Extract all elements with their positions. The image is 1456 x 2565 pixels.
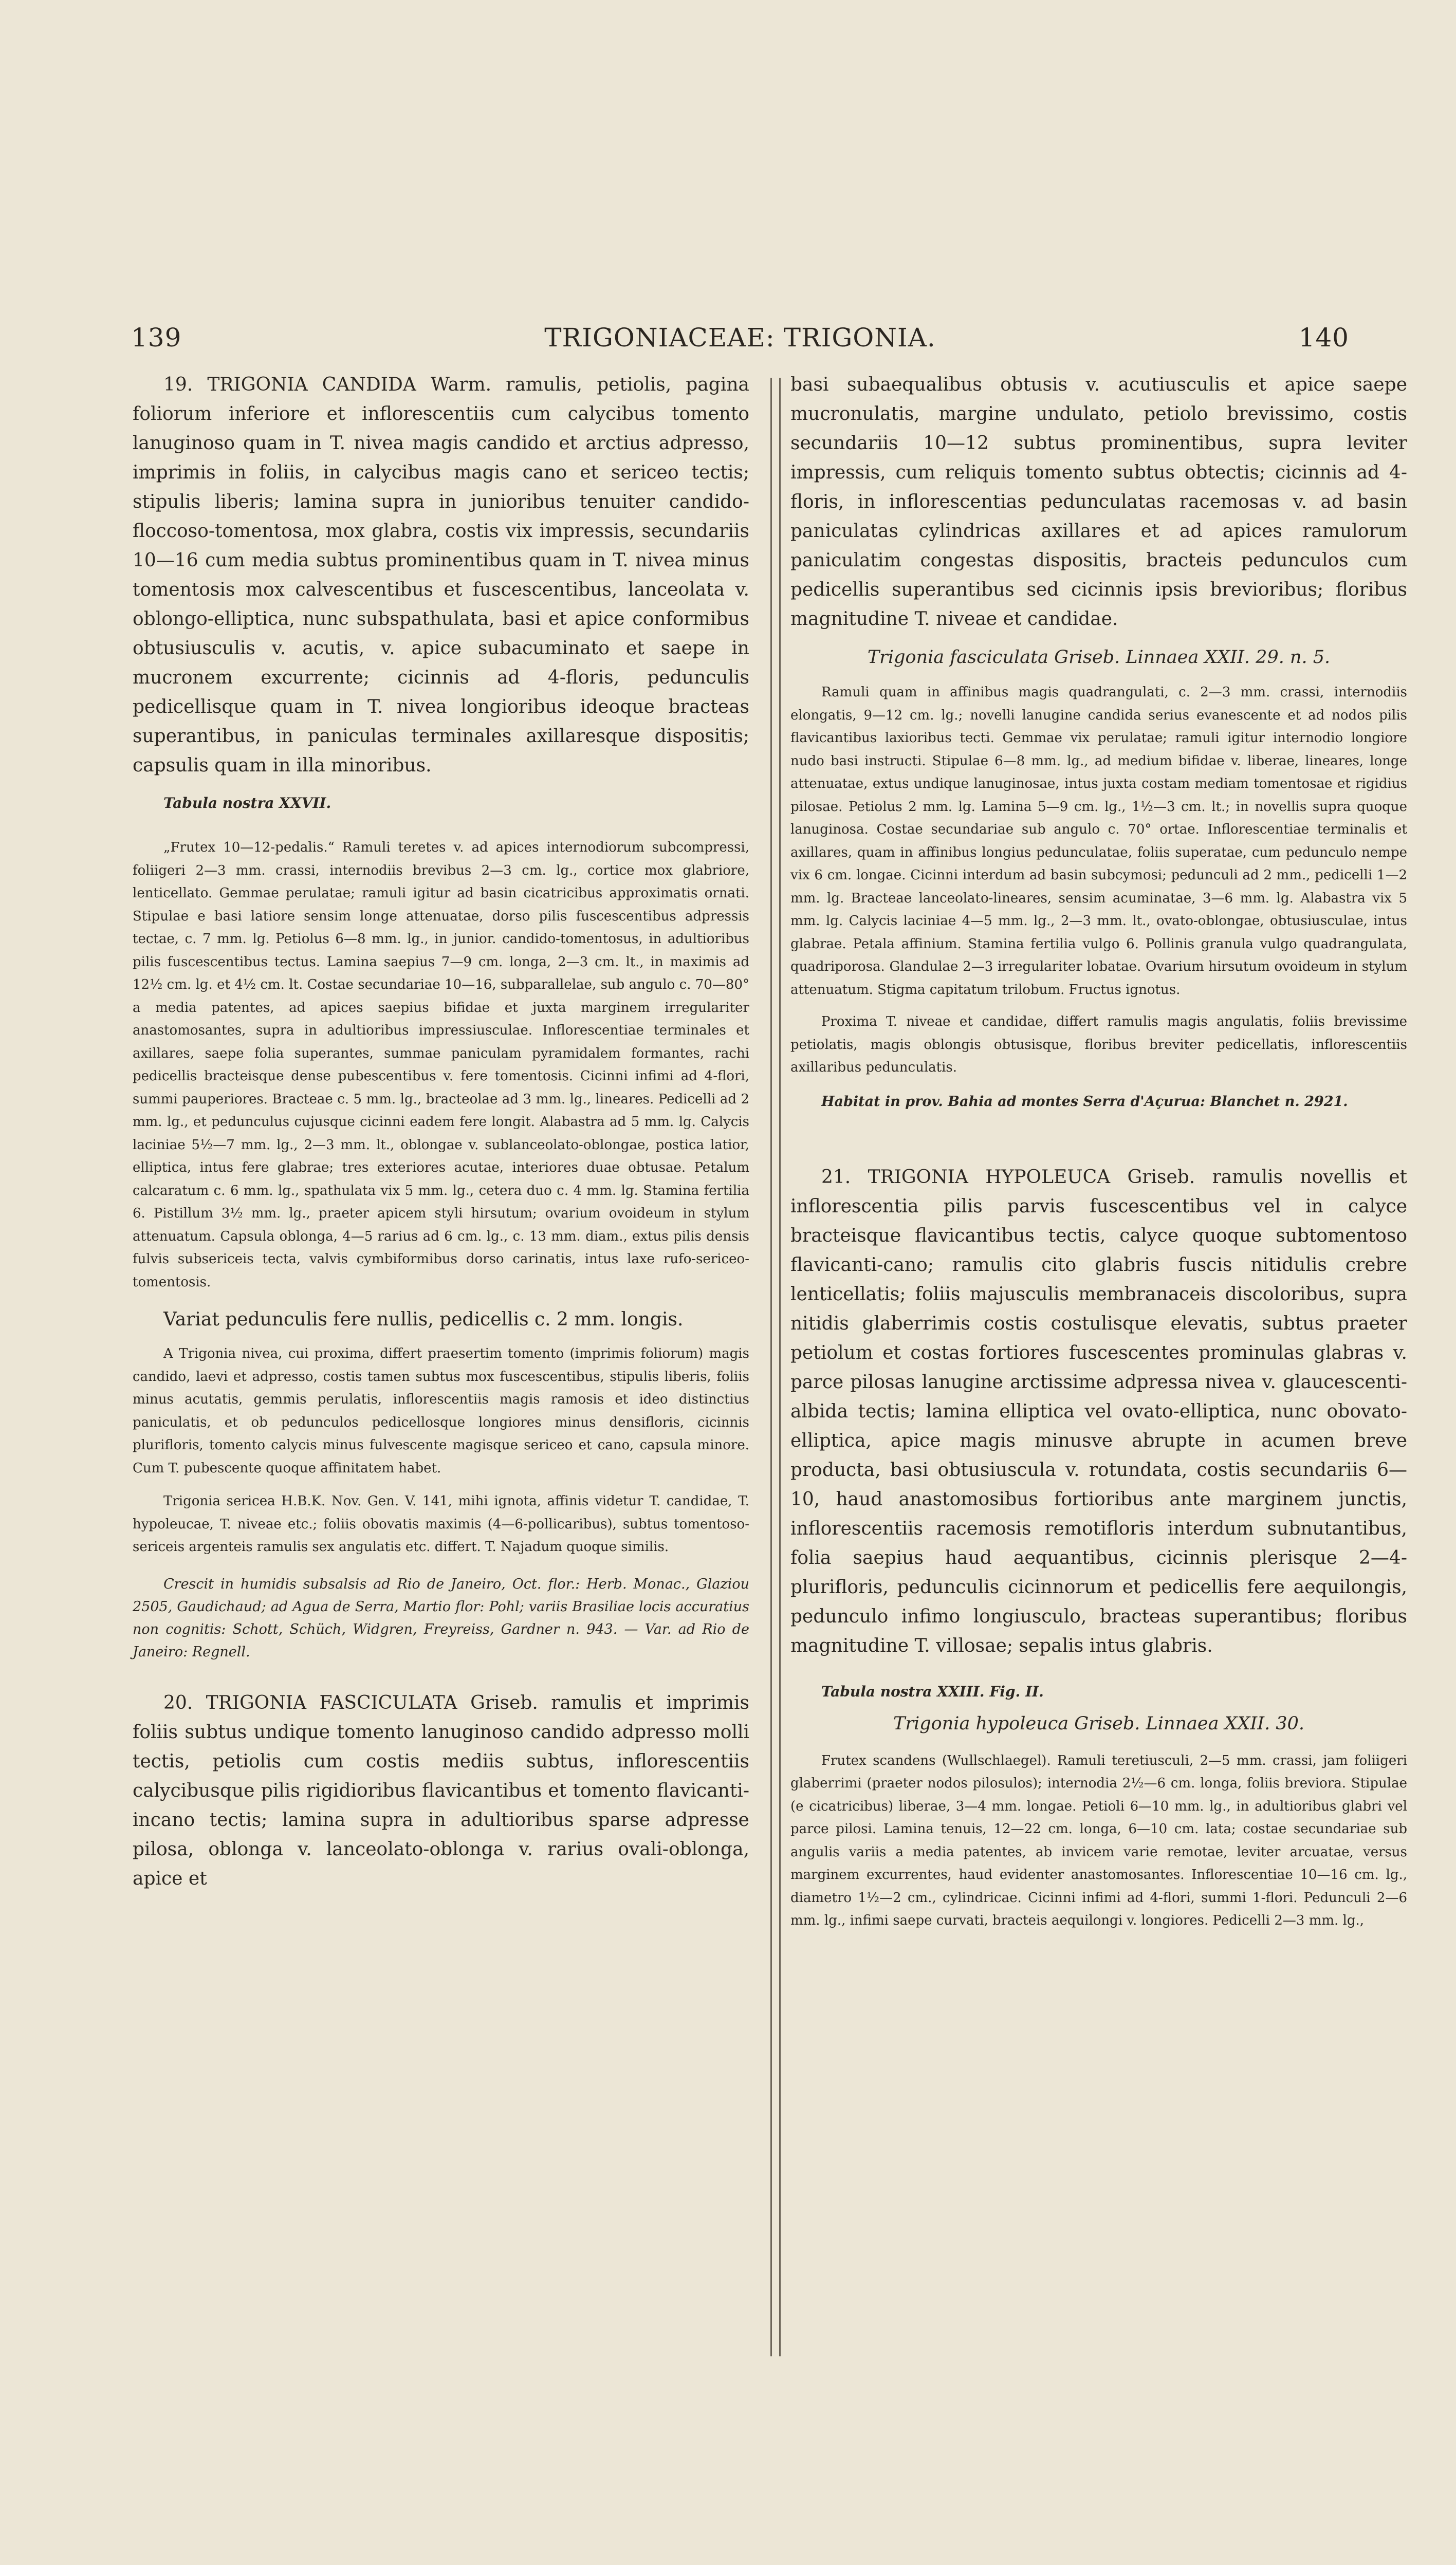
running-title: TRIGONIACEAE: TRIGONIA. <box>544 323 936 353</box>
synonym-hypoleuca: Trigonia hypoleuca Griseb. Linnaea XXII. 30. <box>893 1713 1304 1734</box>
page-header <box>131 323 1349 364</box>
column-divider <box>770 378 781 2356</box>
page-number-left: 139 <box>131 323 182 353</box>
synonym-fasciculata: Trigonia fasciculata Griseb. Linnaea XXII. 29. n. 5. <box>867 647 1331 668</box>
affinity-note: A Trigonia nivea, cui proxima, differt praesertim tomento (imprimis foliorum) magis candido, laevi et adpresso, costis tamen subtus mox fuscescentibus, stipulis liberis, foliis minus acutatis, gemmis perulatis, inflorescentiis magis ramosis et ideo distinctius paniculatis, et ob pedunculos pedicellosque longiores minus densifloris, cicinnis plurifloris, tomento calycis minus fulvescente magisque sericeo et cano, capsula minore. Cum T. pubescente quoque affinitatem habet. <box>133 1346 749 1476</box>
plate-reference: Tabula nostra XXVII. <box>163 795 331 811</box>
right-column <box>790 370 1407 1932</box>
species-20-diagnosis-cont: basi subaequalibus obtusis v. acutiusculis et apice saepe mucronulatis, margine undulato, petiolo brevissimo, costis secundariis 10—12 subtus prominentibus, supra leviter impressis, cum reliquis tomento subtus obtectis; cicinnis ad 4-floris, in inflorescentias pedunculatas racemosas v. ad basin paniculatas cylindricas axillares et ad apices ramulorum paniculatim congestas dispositis, bracteis pedunculos cum pedicellis superantibus sed cicinnis ipsis brevioribus; floribus magnitudine T. niveae et candidae. <box>790 374 1407 630</box>
sericea-note: Trigonia sericea H.B.K. Nov. Gen. V. 141, mihi ignota, affinis videtur T. candidae, T. hypoleucae, T. niveae etc.; foliis obovatis maximis (4—6-pollicaribus), subtus tomentoso-sericeis argenteis ramulis sex angulatis etc. differt. T. Najadum quoque similis. <box>133 1493 749 1555</box>
species-21-diagnosis: 21. TRIGONIA HYPOLEUCA Griseb. ramulis novellis et inflorescentia pilis parvis fuscescentibus vel in calyce bracteisque flavicantibus tectis, calyce quoque subtomentoso flavicanti-cano; ramulis cito glabris fuscis nitidulis crebre lenticellatis; foliis majusculis membranaceis discoloribus, supra nitidis glaberrimis costis costulisque elevatis, subtus praeter petiolum et costas fortiores fuscescentes prominulas glabras v. parce pilosas lanugine arctissime adpressa nivea v. glaucescenti-albida tectis; lamina elliptica vel ovato-elliptica, nunc obovato-elliptica, apice magis minusve abrupte in acumen breve producta, basi obtusiuscula v. rotundata, costis secundariis 6—10, haud anastomosibus fortioribus ante marginem junctis, inflorescentiis racemosis remotifloris interdum subnutantibus, folia saepius haud aequantibus, cicinnis plerisque 2—4-plurifloris, pedunculis cicinnorum et pedicellis fere aequilongis, pedunculo infimo longiusculo, bracteas superantibus; floribus magnitudine T. villosae; sepalis intus glabris. <box>790 1166 1407 1656</box>
variety-note: Variat pedunculis fere nullis, pedicellis c. 2 mm. longis. <box>163 1309 684 1330</box>
page-number-right: 140 <box>1298 323 1349 353</box>
habitat-note: Crescit in humidis subsalsis ad Rio de Janeiro, Oct. flor.: Herb. Monac., Glaziou 2505, Gaudichaud; ad Agua de Serra, Martio flor: Pohl; variis Brasiliae locis accuratius non cognitis: Schott, Schüch, Widgren, Freyreiss, Gardner n. 943. — Var. ad Rio de Janeiro: Regnell. <box>133 1576 749 1660</box>
species-19-description: „Frutex 10—12-pedalis.“ Ramuli teretes v. ad apices internodiorum subcompressi, foliigeri 2—3 mm. crassi, internodiis brevibus 2—3 cm. lg., cortice mox glabriore, lenticellato. Gemmae perulatae; ramuli igitur ad basin cicatricibus approximatis ornati. Stipulae e basi latiore sensim longe attenuatae, dorso pilis fuscescentibus adpressis tectae, c. 7 mm. lg. Petiolus 6—8 mm. lg., in junior. candido-tomentosus, in adultioribus pilis fuscescentibus tectus. Lamina saepius 7—9 cm. longa, 2—3 cm. lt., in maximis ad 12½ cm. lg. et 4½ cm. lt. Costae secundariae 10—16, subparallelae, sub angulo c. 70—80° a media patentes, ad apices saepius bifidae et juxta marginem irregulariter anastomosantes, supra in adultioribus impressiusculae. Inflorescentiae terminales et axillares, saepe folia superantes, summae paniculam pyramidalem formantes, rachi pedicellis bracteisque dense pubescentibus v. fere tomentosis. Cicinni infimi ad 4-flori, summi pauperiores. Bracteae c. 5 mm. lg., bracteolae ad 3 mm. lg., lineares. Pedicelli ad 2 mm. lg., et pedunculus cujusque cicinni eadem fere longit. Alabastra ad 5 mm. lg. Calycis laciniae 5½—7 mm. lg., 2—3 mm. lt., oblongae v. sublanceolato-oblongae, postica latior, elliptica, intus fere glabrae; tres exteriores acutae, interiores duae obtusae. Petalum calcaratum c. 6 mm. lg., spathulata vix 5 mm. lg., cetera duo c. 4 mm. lg. Stamina fertilia 6. Pistillum 3½ mm. lg., praeter apicem styli hirsutum; ovarium ovoideum in stylum attenuatum. Capsula oblonga, 4—5 rarius ad 6 cm. lg., c. 13 mm. diam., extus pilis densis fulvis subsericeis tecta, valvis cymbiformibus dorso carinatis, intus laxe rufo-sericeo-tomentosis. <box>133 840 749 1290</box>
species-21-description: Frutex scandens (Wullschlaegel). Ramuli teretiusculi, 2—5 mm. crassi, jam foliigeri glaberrimi (praeter nodos pilosulos); internodia 2½—6 cm. longa, foliis breviora. Stipulae (e cicatricibus) liberae, 3—4 mm. longae. Petioli 6—10 mm. lg., in adultioribus glabri vel parce pilosi. Lamina tenuis, 12—22 cm. longa, 6—10 cm. lata; costae secundariae sub angulis variis a media patentes, ab invicem varie remotae, leviter arcuatae, versus marginem excurrentes, haud evidenter anastomosantes. Inflorescentiae 10—16 cm. lg., diametro 1½—2 cm., cylindricae. Cicinni infimi ad 4-flori, summi 1-flori. Pedunculi 2—6 mm. lg., infimi saepe curvati, bracteis aequilongi v. longiores. Pedicelli 2—3 mm. lg., <box>790 1752 1407 1928</box>
species-20-affinity: Proxima T. niveae et candidae, differt ramulis magis angulatis, foliis brevissime petiolatis, magis oblongis obtusisque, floribus breviter pedicellatis, inflorescentiis axillaribus pedunculatis. <box>790 1014 1407 1075</box>
species-19-diagnosis: 19. TRIGONIA CANDIDA Warm. ramulis, petiolis, pagina foliorum inferiore et inflorescentiis cum calycibus tomento lanuginoso quam in T. nivea magis candido et arctius adpresso, imprimis in foliis, in calycibus magis cano et sericeo tectis; stipulis liberis; lamina supra in junioribus tenuiter candido-floccoso-tomentosa, mox glabra, costis vix impressis, secundariis 10—16 cum media subtus prominentibus quam in T. nivea minus tomentosis mox calvescentibus et fuscescentibus, lanceolata v. oblongo-elliptica, nunc subspathulata, basi et apice conformibus obtusiusculis v. acutis, v. apice subacuminato et saepe in mucronem excurrente; cicinnis ad 4-floris, pedunculis pedicellisque quam in T. nivea longioribus ideoque bracteas superantibus, in paniculas terminales axillaresque dispositis; capsulis quam in illa minoribus. <box>133 374 749 776</box>
species-20-diagnosis: 20. TRIGONIA FASCICULATA Griseb. ramulis et imprimis foliis subtus undique tomento lanuginoso candido adpresso molli tectis, petiolis cum costis mediis subtus, inflorescentiis calycibusque pilis rigidioribus flavicantibus et tomento flavicanti-incano tectis; lamina supra in adultioribus sparse adpresse pilosa, oblonga v. lanceolato-oblonga v. rarius ovali-oblonga, apice et <box>133 1692 749 1889</box>
left-column <box>133 370 749 1893</box>
species-20-description: Ramuli quam in affinibus magis quadrangulati, c. 2—3 mm. crassi, internodiis elongatis, 9—12 cm. lg.; novelli lanugine candida serius evanescente et ad nodos pilis flavicantibus laxioribus tecti. Gemmae vix perulatae; ramuli igitur internodio longiore nudo basi instructi. Stipulae 6—8 mm. lg., ad medium bifidae v. liberae, lineares, longe attenuatae, extus undique lanuginosae, intus juxta costam mediam tomentosae et rigidius pilosae. Petiolus 2 mm. lg. Lamina 5—9 cm. lg., 1½—3 cm. lt.; in novellis supra quoque lanuginosa. Costae secundariae sub angulo c. 70° ortae. Inflorescentiae terminalis et axillares, quam in affinibus longius pedunculatae, foliis superatae, cum pedunculo nempe vix 6 cm. longae. Cicinni interdum ad basin subcymosi; pedunculi ad 2 mm., pedicelli 1—2 mm. lg. Bracteae lanceolato-lineares, sensim acuminatae, 3—6 mm. lg. Alabastra vix 5 mm. lg. Calycis laciniae 4—5 mm. lg., 2—3 mm. lt., ovato-oblongae, obtusiusculae, intus glabrae. Petala affinium. Stamina fertilia vulgo 6. Pollinis granula vulgo quadrangulata, quadriporosa. Glandulae 2—3 irregulariter lobatae. Ovarium hirsutum ovoideum in stylum attenuatum. Stigma capitatum trilobum. Fructus ignotus. <box>790 685 1407 998</box>
plate-reference-2: Tabula nostra XXIII. Fig. II. <box>821 1683 1044 1700</box>
species-20-habitat: Habitat in prov. Bahia ad montes Serra d'Açurua: Blanchet n. 2921. <box>821 1093 1348 1110</box>
